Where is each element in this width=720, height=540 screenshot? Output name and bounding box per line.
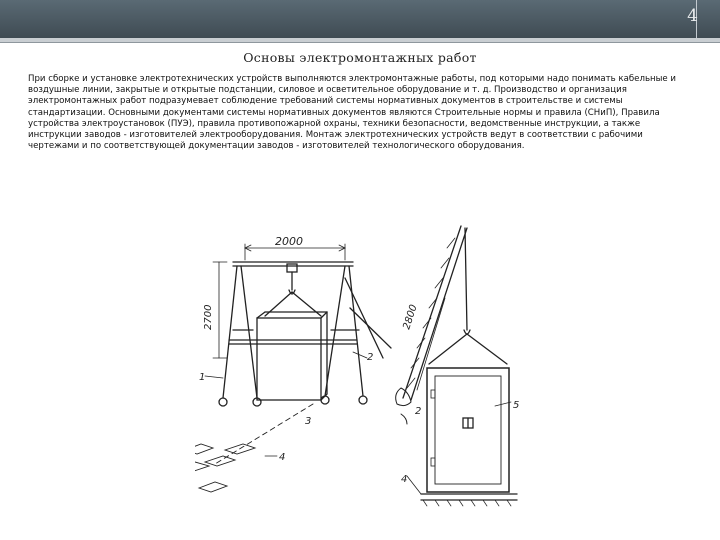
dim-label-2800: 2800 [401, 303, 420, 331]
dim-label-2000: 2000 [275, 235, 303, 248]
callout-3-left: 3 [305, 416, 312, 427]
callout-1-left: 1 [199, 372, 206, 383]
boom-crane-drawing [396, 226, 520, 506]
callout-5-right: 5 [513, 400, 520, 411]
dim-label-2700: 2700 [203, 304, 214, 330]
portal-frame-drawing [195, 244, 391, 492]
slide-number: 4 [687, 6, 698, 26]
slide-body [28, 74, 692, 152]
callout-4-left: 4 [279, 452, 286, 463]
callout-4-right: 4 [401, 474, 408, 485]
callout-2-left: 2 [367, 352, 374, 363]
header-underline-thin [0, 42, 720, 43]
slide-header-bar [0, 0, 720, 38]
body-paragraph: При сборке и установке электротехнических устройств выполняются электромонтажные работы, под которыми надо понимать кабельные и воздушные линии, закрытые и открытые подстанции, силовое и осветительное оборудование и т. д. Производство и организация электромонтажных работ подразумевает соблюдение требований системы нормативных документов в строительстве и системы стандартизации. Основными документами системы нормативных документов являются Строительные нормы и правила (СНиП), Правила устройства электроустановок (ПУЭ), правила противопожарной охраны, техники безопасности, ведомственные инструкции, а также инструкции заводов - изготовителей электрооборудования. Монтаж электротехнических устройств ведут в соответствии с рабочими чертежами и по соответствующей документации заводов - изготовителей технологического оборудования. [28, 74, 677, 152]
callout-2-right: 2 [415, 406, 422, 417]
slide-title: Основы электромонтажных работ [243, 50, 477, 65]
lifting-equipment-illustration [195, 218, 540, 518]
